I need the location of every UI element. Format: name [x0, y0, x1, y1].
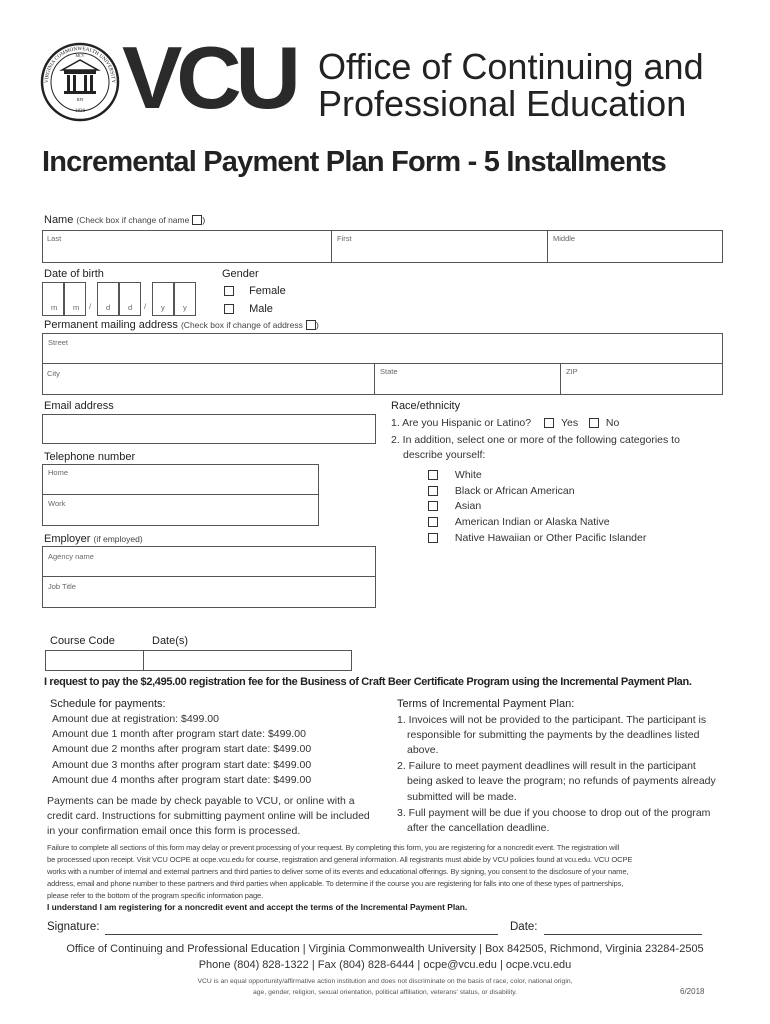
address-label: Permanent mailing address [44, 319, 178, 331]
city-field[interactable] [42, 364, 375, 395]
footer-contact: Phone (804) 828-1322 | Fax (804) 828-6444 | ocpe@vcu.edu | ocpe.vcu.edu [198, 959, 572, 971]
name-hint: (Check box if change of name [76, 215, 190, 225]
american-indian-label: American Indian or Alaska Native [454, 516, 610, 528]
employer-label-row [44, 533, 143, 545]
schedule-line-2: Amount due 1 month after program start date: $499.00 [52, 728, 306, 740]
dob-m2-caption: m [73, 303, 80, 312]
schedule-line-1: Amount due at registration: $499.00 [52, 713, 219, 725]
vcu-logo: VCU [122, 28, 295, 127]
terms-line-8: after the cancellation deadline. [407, 822, 550, 834]
seal-year-text: 1838 [75, 109, 85, 114]
dob-m1-caption: m [51, 303, 58, 312]
footer-address: Office of Continuing and Professional Education | Virginia Commonwealth University | Box 842505, Richmond, Virginia 23284-2505 [66, 943, 704, 955]
hispanic-yes-checkbox[interactable] [544, 418, 554, 428]
seal-text [40, 42, 120, 122]
middle-name-field[interactable] [548, 230, 723, 263]
white-checkbox[interactable] [428, 470, 438, 480]
work-phone-caption: Work [48, 499, 66, 508]
gender-male-option[interactable] [224, 303, 273, 315]
office-name-line1: Office of Continuing and [318, 46, 704, 87]
female-checkbox[interactable] [224, 286, 234, 296]
hispanic-question: 1. Are you Hispanic or Latino? [391, 417, 532, 429]
terms-line-5: being asked to leave the program; no refunds of payments already [407, 775, 716, 787]
seal-low-text: RPI [76, 97, 84, 102]
gender-label: Gender [222, 268, 259, 280]
gender-female-option[interactable] [224, 285, 286, 297]
job-title-caption: Job Title [48, 582, 76, 591]
street-field[interactable] [42, 333, 723, 364]
name-label: Name [44, 214, 74, 226]
dob-d2-caption: d [128, 303, 133, 312]
address-change-checkbox[interactable] [306, 320, 316, 330]
email-field[interactable] [42, 414, 376, 444]
schedule-line-5: Amount due 4 months after program start date: $499.00 [52, 774, 312, 786]
terms-line-7: 3. Full payment will be due if you choose to drop out of the program [397, 807, 711, 819]
terms-line-4: 2. Failure to meet payment deadlines will result in the participant [397, 760, 696, 772]
name-hint-close: ) [202, 215, 206, 225]
asian-label: Asian [454, 500, 482, 512]
male-checkbox[interactable] [224, 304, 234, 314]
terms-label: Terms of Incremental Payment Plan: [397, 698, 575, 710]
asian-checkbox[interactable] [428, 501, 438, 511]
home-phone-field[interactable] [42, 464, 319, 495]
race-question-2b: describe yourself: [403, 449, 486, 461]
course-code-field[interactable] [45, 650, 144, 671]
seal-top-text: VIRGINIA COMMONWEALTH UNIVERSITY [43, 45, 117, 84]
fine-print-4: address, email and phone number to these partners and third parties when applicable. To determine if the course you are registering for falls into one of these types of partnerships, [47, 879, 624, 888]
zip-field[interactable] [561, 364, 723, 395]
payments-note-1: Payments can be made by check payable to VCU, or online with a [47, 795, 355, 807]
hispanic-no-label: No [605, 417, 620, 429]
race-option-pacific-islander[interactable] [428, 532, 646, 544]
fine-print-2: be processed upon receipt. Visit VCU OCPE at ocpe.vcu.edu for course, registration and general information. All registrants must abide by VCU policies found at vcu.edu. VCU OCPE [47, 855, 633, 864]
dob-d2[interactable] [119, 282, 141, 316]
address-label-row [44, 319, 319, 331]
course-dates-field[interactable] [143, 650, 352, 671]
course-code-label: Course Code [50, 635, 115, 647]
date-label: Date: [510, 921, 538, 933]
home-phone-caption: Home [48, 468, 69, 477]
address-hint: (Check box if change of address [180, 320, 303, 330]
acknowledgement: I understand I am registering for a noncredit event and accept the terms of the Incremental Payment Plan. [47, 902, 468, 912]
dob-y2-caption: y [183, 303, 187, 312]
payments-note-3: in your confirmation email once this form is processed. [47, 825, 301, 837]
race-option-white[interactable] [428, 469, 482, 481]
american-indian-checkbox[interactable] [428, 517, 438, 527]
agency-caption: Agency name [48, 552, 94, 561]
date-line[interactable] [544, 934, 702, 935]
terms-line-6: submitted will be made. [407, 791, 517, 803]
work-phone-field[interactable] [42, 495, 319, 526]
dob-y1[interactable] [152, 282, 174, 316]
dob-sep2: / [144, 302, 147, 311]
terms-line-1: 1. Invoices will not be provided to the participant. The participant is [397, 714, 707, 726]
pacific-islander-label: Native Hawaiian or Other Pacific Islander [454, 532, 647, 544]
payment-request-statement: I request to pay the $2,495.00 registration fee for the Business of Craft Beer Certificate Program using the Incremental Payment Plan. [44, 676, 692, 688]
hispanic-question-row [391, 417, 619, 429]
female-label: Female [249, 285, 286, 297]
fine-print-1: Failure to complete all sections of this form may delay or prevent processing of your request. By completing this form, you are registering for a noncredit event. The registration will [47, 843, 620, 852]
male-label: Male [249, 303, 273, 315]
schedule-line-4: Amount due 3 months after program start date: $499.00 [52, 759, 312, 771]
dob-field[interactable] [42, 282, 202, 316]
employer-hint: (if employed) [93, 534, 143, 544]
job-title-field[interactable] [42, 577, 376, 608]
dob-d1-caption: d [106, 303, 111, 312]
city-caption: City [47, 369, 60, 378]
address-hint-close: ) [315, 320, 319, 330]
first-name-caption: First [337, 234, 352, 243]
middle-name-caption: Middle [553, 234, 576, 243]
dob-m2[interactable] [64, 282, 86, 316]
black-checkbox[interactable] [428, 486, 438, 496]
name-change-checkbox[interactable] [192, 215, 202, 225]
last-name-field[interactable] [42, 230, 332, 263]
schedule-label: Schedule for payments: [50, 698, 166, 710]
street-caption: Street [48, 338, 69, 347]
fine-print-3: works with a number of internal and external partners and third parties to deliver some of its events and educational offerings. By signing, you consent to the disclosure of your name, [47, 867, 629, 876]
svg-text:VIRGINIA COMMONWEALTH UNIVERSI [44, 46, 116, 83]
fine-print-5: please refer to the bottom of the program specific information page. [47, 891, 264, 900]
terms-line-3: above. [407, 744, 439, 756]
race-option-black[interactable] [428, 485, 575, 497]
email-label: Email address [44, 400, 114, 412]
dates-label: Date(s) [152, 635, 189, 647]
state-caption: State [380, 367, 398, 376]
race-label: Race/ethnicity [391, 400, 461, 412]
zip-caption: ZIP [566, 367, 578, 376]
race-option-asian[interactable] [428, 500, 481, 512]
terms-line-2: responsible for submitting the payments by the deadlines listed [407, 729, 700, 741]
footer-eeo-2: age, gender, religion, sexual orientation, political affiliation, veterans' status, or disability. [252, 989, 517, 996]
hispanic-no-checkbox[interactable] [589, 418, 599, 428]
black-label: Black or African American [454, 485, 575, 497]
first-name-field[interactable] [332, 230, 548, 263]
payments-note-2: credit card. Instructions for submitting payment online will be included [47, 810, 370, 822]
revision-date: 6/2018 [680, 987, 705, 996]
race-option-american-indian[interactable] [428, 516, 610, 528]
dob-sep1: / [89, 302, 92, 311]
dob-y2[interactable] [174, 282, 196, 316]
employer-label: Employer [44, 533, 91, 545]
footer-eeo-1: VCU is an equal opportunity/affirmative action institution and does not discriminate on the basis of race, color, national origin, [197, 978, 573, 985]
dob-m1[interactable] [42, 282, 64, 316]
race-question-2a: 2. In addition, select one or more of the following categories to [391, 434, 680, 446]
pacific-islander-checkbox[interactable] [428, 533, 438, 543]
state-field[interactable] [375, 364, 561, 395]
last-name-caption: Last [47, 234, 62, 243]
signature-label: Signature: [47, 921, 100, 933]
signature-line[interactable] [105, 934, 498, 935]
schedule-line-3: Amount due 2 months after program start date: $499.00 [52, 743, 312, 755]
name-label-row [44, 214, 205, 226]
telephone-label: Telephone number [44, 451, 136, 463]
dob-d1[interactable] [97, 282, 119, 316]
dob-label: Date of birth [44, 268, 104, 280]
seal-mid-text: MCV [75, 53, 85, 58]
hispanic-yes-label: Yes [560, 417, 579, 429]
white-label: White [454, 469, 482, 481]
page-title: Incremental Payment Plan Form - 5 Installments [42, 146, 666, 178]
dob-y1-caption: y [161, 303, 165, 312]
office-name-line2: Professional Education [318, 83, 687, 124]
agency-name-field[interactable] [42, 546, 376, 577]
